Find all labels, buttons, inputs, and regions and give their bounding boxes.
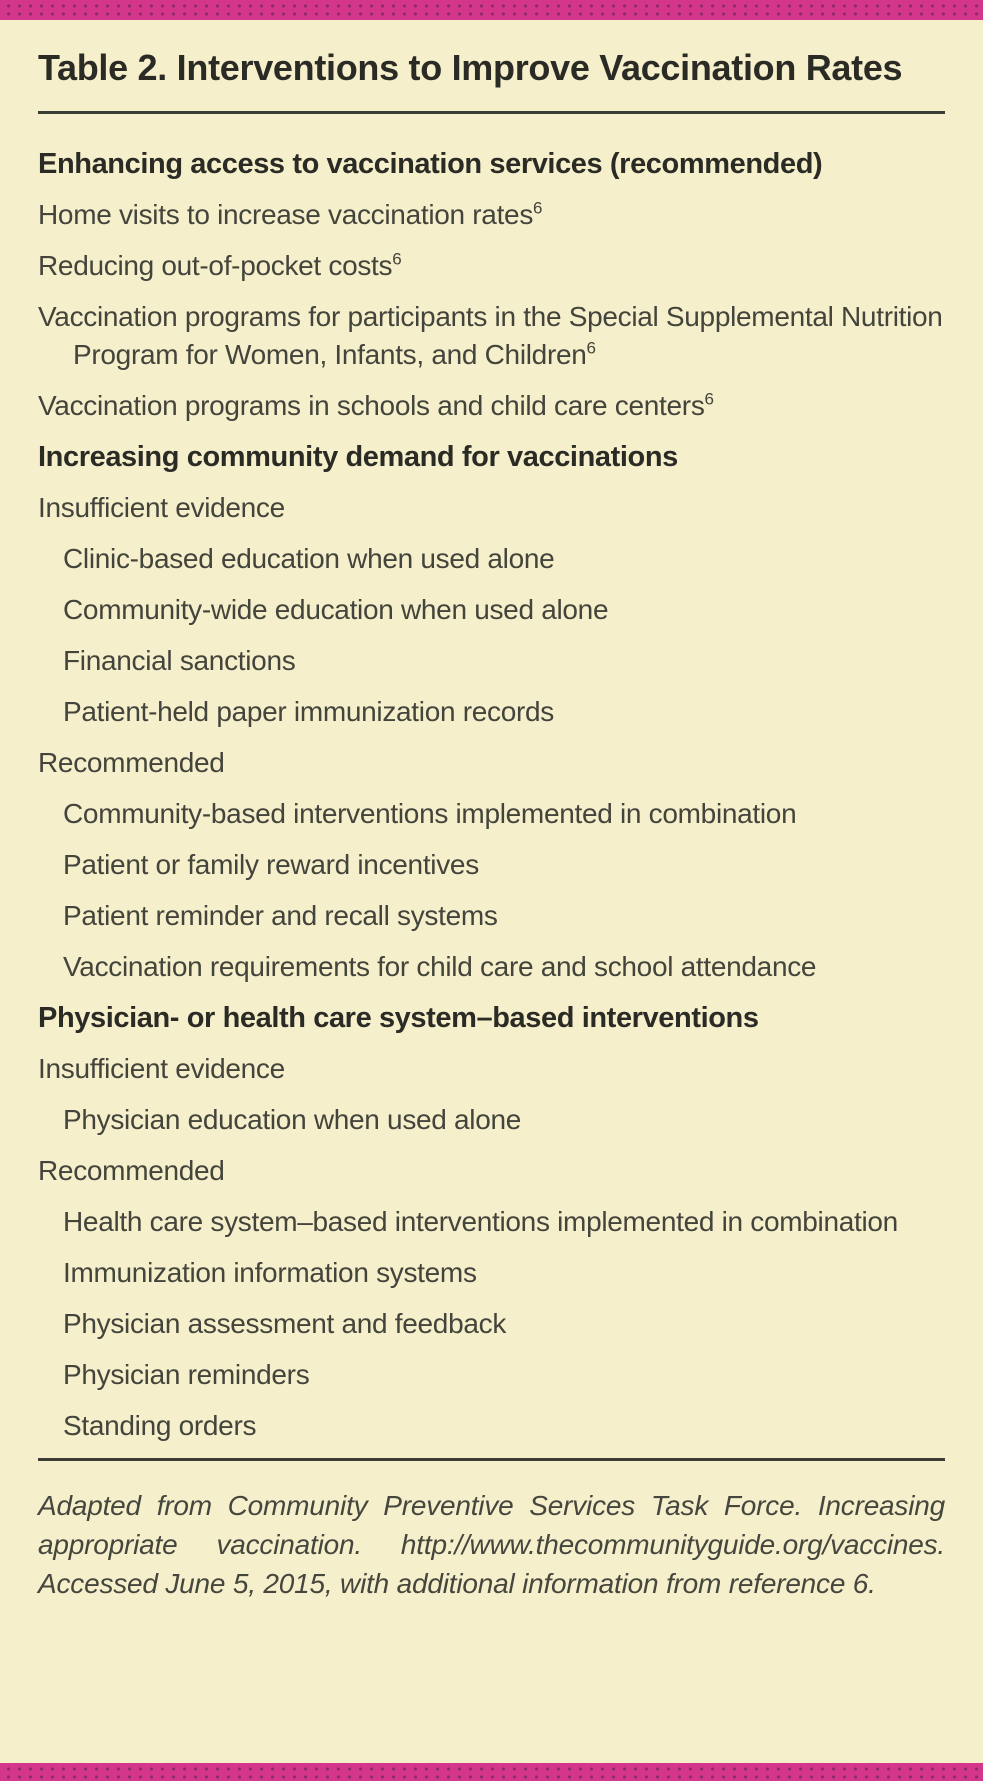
table-row: Insufficient evidence (38, 1053, 285, 1084)
table-row: Patient reminder and recall systems (63, 900, 498, 931)
table-row: Vaccination programs for participants in the Special Supplemental Nutrition Program for Women, Infants, and Children$^6$ (38, 301, 943, 370)
reference-superscript: 6 (586, 338, 596, 358)
reference-superscript: 6 (392, 249, 402, 269)
reference-superscript: 6 (533, 198, 543, 218)
table-row: Community-based interventions implemented in combination (63, 798, 797, 829)
table-row: Clinic-based education when used alone (63, 543, 555, 574)
table-row: Patient-held paper immunization records (63, 696, 555, 727)
section-header: Physician- or health care system–based interventions (38, 1002, 759, 1034)
table-row: Standing orders (63, 1410, 257, 1441)
table-row: Physician reminders (63, 1359, 310, 1390)
section-header: Enhancing access to vaccination services (recommended) (38, 148, 823, 180)
table-row: Patient or family reward incentives (63, 849, 479, 880)
reference-superscript: 6 (704, 389, 714, 409)
table-row: Recommended (38, 1155, 225, 1186)
table-row: Physician assessment and feedback (63, 1308, 507, 1339)
table-row: Immunization information systems (63, 1257, 477, 1288)
table-title: Table 2. Interventions to Improve Vaccination Rates (38, 47, 903, 88)
table-body (38, 145, 945, 1445)
table-row: Vaccination requirements for child care and school attendance (63, 951, 817, 982)
table-row: Insufficient evidence (38, 492, 285, 523)
table-row: Reducing out-of-pocket costs$^6$ (38, 249, 402, 281)
table-row: Vaccination programs in schools and child care centers$^6$ (38, 389, 714, 421)
table-row: Financial sanctions (63, 645, 296, 676)
source-footnote: Adapted from Community Preventive Services Task Force. Increasing appropriate vaccination. http://www.thecommunityguide.org/vaccines. Accessed June 5, 2015, with additional information from reference 6. (38, 1490, 945, 1599)
table-row: Community-wide education when used alone (63, 594, 609, 625)
table-row: Health care system–based interventions implemented in combination (63, 1206, 898, 1237)
table-row: Home visits to increase vaccination rates$^6$ (38, 198, 543, 230)
title-divider (38, 111, 945, 114)
bottom-accent-bar (0, 1763, 983, 1781)
table-row: Physician education when used alone (63, 1104, 522, 1135)
footnote-divider (38, 1458, 945, 1461)
section-header: Increasing community demand for vaccinations (38, 441, 678, 473)
table-row: Recommended (38, 747, 225, 778)
